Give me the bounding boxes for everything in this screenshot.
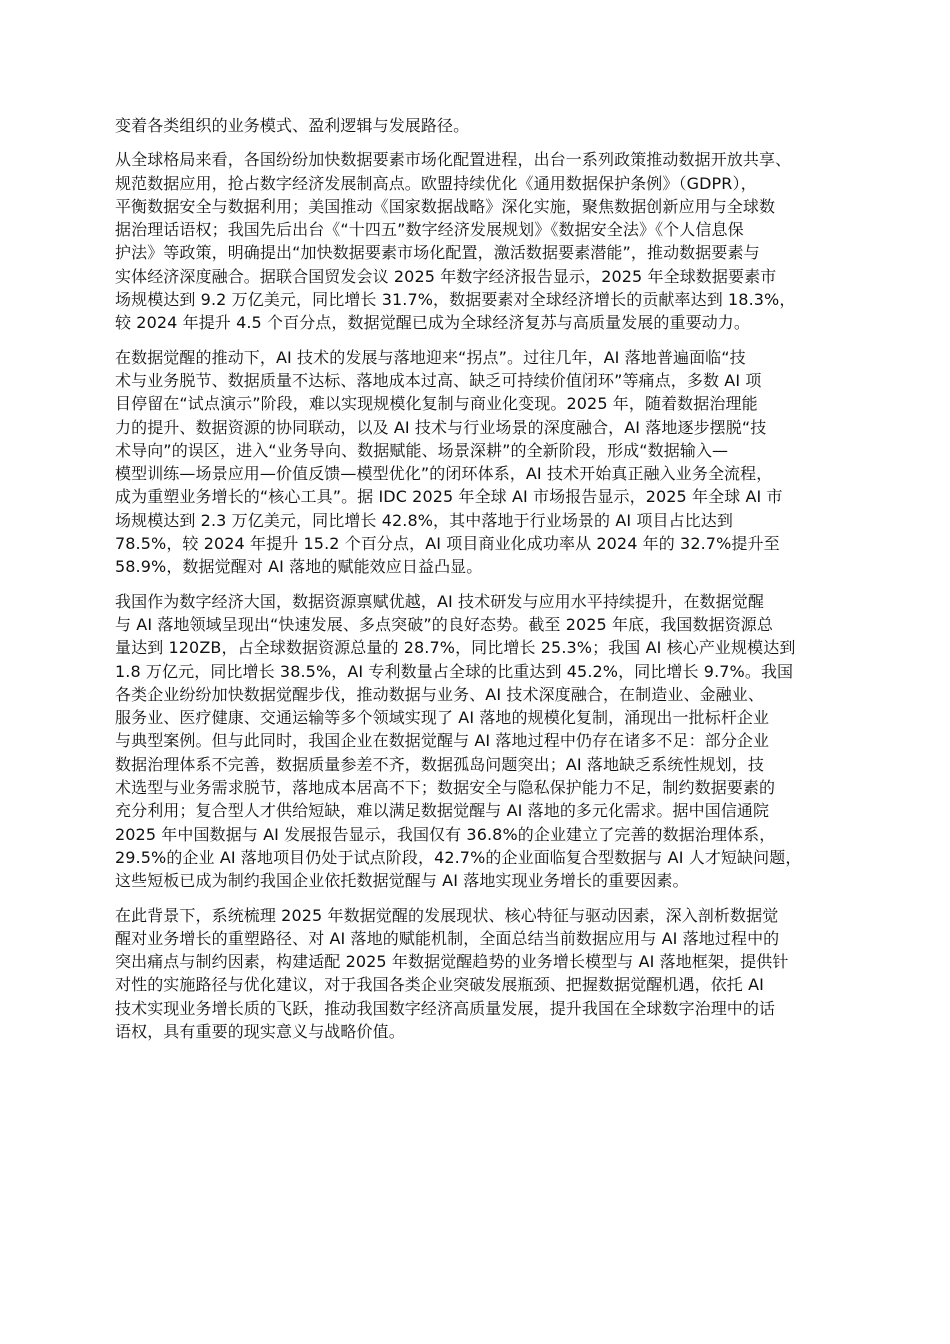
text-line: 2025 年中国数据与 AI 发展报告显示，我国仅有 36.8%的企业建立了完善的数据治理体系，: [115, 824, 776, 844]
text-line: 成为重塑业务增长的“核心工具”。据 IDC 2025 年全球 AI 市场报告显示，2025 年全球 AI 市: [115, 487, 783, 507]
text-line: 在此背景下，系统梳理 2025 年数据觉醒的发展现状、核心特征与驱动因素，深入剖析数据觉: [115, 905, 779, 925]
text-line: 规范数据应用，抢占数字经济发展制高点。欧盟持续优化《通用数据保护条例》（GDPR），: [115, 173, 757, 193]
paragraph: [115, 114, 841, 137]
text-line: 数据治理体系不完善，数据质量参差不齐，数据孤岛问题突出；AI 落地缺乏系统性规划，技: [115, 754, 764, 774]
paragraph: [115, 590, 841, 893]
text-line: 充分利用；复合型人才供给短缺，难以满足数据觉醒与 AI 落地的多元化需求。据中国信通院: [115, 801, 770, 821]
text-line: 量达到 120ZB，占全球数据资源总量的 28.7%，同比增长 25.3%；我国 AI 核心产业规模达到: [115, 638, 796, 658]
text-line: 术导向”的误区，进入“业务导向、数据赋能、场景深耕”的全新阶段，形成“数据输入—: [115, 440, 729, 460]
text-line: 与 AI 落地领域呈现出“快速发展、多点突破”的良好态势。截至 2025 年底，我国数据资源总: [115, 614, 774, 634]
text-line: 术选型与业务需求脱节，落地成本居高不下；数据安全与隐私保护能力不足，制约数据要素的: [115, 778, 776, 798]
text-line: 对性的实施路径与优化建议，对于我国各类企业突破发展瓶颈、把握数据觉醒机遇，依托 AI: [115, 975, 764, 995]
text-line: 技术实现业务增长质的飞跃，推动我国数字经济高质量发展，提升我国在全球数字治理中的话: [115, 998, 776, 1018]
text-line: 实体经济深度融合。据联合国贸发会议 2025 年数字经济报告显示，2025 年全球数据要素市: [115, 266, 777, 286]
text-line: 78.5%，较 2024 年提升 15.2 个百分点，AI 项目商业化成功率从 2024 年的 32.7%提升至: [115, 534, 780, 554]
paragraph: [115, 904, 841, 1044]
text-line: 醒对业务增长的重塑路径、对 AI 落地的赋能机制，全面总结当前数据应用与 AI 落地过程中的: [115, 928, 780, 948]
text-line: 在数据觉醒的推动下，AI 技术的发展与落地迎来“拐点”。过往几年，AI 落地普遍面临“技: [115, 347, 746, 367]
text-line: 护法》等政策，明确提出“加快数据要素市场化配置，激活数据要素潜能”，推动数据要素与: [115, 243, 760, 263]
text-line: 29.5%的企业 AI 落地项目仍处于试点阶段，42.7%的企业面临复合型数据与 AI 人才短缺问题，: [115, 847, 802, 867]
text-line: 力的提升、数据资源的协同联动，以及 AI 技术与行业场景的深度融合，AI 落地逐步摆脱“技: [115, 417, 767, 437]
text-line: 目停留在“试点演示”阶段，难以实现规模化复制与商业化变现。2025 年，随着数据治理能: [115, 394, 758, 414]
document-page: [115, 114, 841, 1054]
text-line: 与典型案例。但与此同时，我国企业在数据觉醒与 AI 落地过程中仍存在诸多不足：部分企业: [115, 731, 770, 751]
text-line: 较 2024 年提升 4.5 个百分点，数据觉醒已成为全球经济复苏与高质量发展的重要动力。: [115, 313, 751, 333]
text-line: 变着各类组织的业务模式、盈利逻辑与发展路径。: [115, 116, 470, 135]
text-line: 据治理话语权；我国先后出台《“十四五”数字经济发展规划》《数据安全法》《个人信息保: [115, 220, 744, 240]
text-line: 场规模达到 9.2 万亿美元，同比增长 31.7%，数据要素对全球经济增长的贡献率达到 18.3%，: [115, 290, 796, 310]
paragraph: [115, 148, 841, 334]
text-line: 我国作为数字经济大国，数据资源禀赋优越，AI 技术研发与应用水平持续提升，在数据觉醒: [115, 591, 764, 611]
text-line: 术与业务脱节、数据质量不达标、落地成本过高、缺乏可持续价值闭环”等痛点，多数 AI 项: [115, 370, 762, 390]
text-line: 1.8 万亿元，同比增长 38.5%，AI 专利数量占全球的比重达到 45.2%，同比增长 9.7%。我国: [115, 661, 794, 681]
text-line: 突出痛点与制约因素，构建适配 2025 年数据觉醒趋势的业务增长模型与 AI 落地框架，提供针: [115, 952, 789, 972]
text-line: 58.9%，数据觉醒对 AI 落地的赋能效应日益凸显。: [115, 557, 483, 577]
text-line: 从全球格局来看，各国纷纷加快数据要素市场化配置进程，出台一系列政策推动数据开放共享、: [115, 150, 792, 170]
text-line: 这些短板已成为制约我国企业依托数据觉醒与 AI 落地实现业务增长的重要因素。: [115, 871, 689, 891]
text-line: 平衡数据安全与数据利用；美国推动《国家数据战略》深化实施，聚焦数据创新应用与全球数: [115, 196, 776, 216]
text-line: 模型训练—场景应用—价值反馈—模型优化”的闭环体系，AI 技术开始真正融入业务全流程，: [115, 464, 773, 484]
text-line: 服务业、医疗健康、交通运输等多个领域实现了 AI 落地的规模化复制，涌现出一批标杆企业: [115, 708, 770, 728]
text-line: 各类企业纷纷加快数据觉醒步伐，推动数据与业务、AI 技术深度融合，在制造业、金融业、: [115, 684, 764, 704]
paragraph: [115, 346, 841, 579]
text-line: 语权，具有重要的现实意义与战略价值。: [115, 1021, 405, 1041]
text-line: 场规模达到 2.3 万亿美元，同比增长 42.8%，其中落地于行业场景的 AI 项目占比达到: [115, 510, 733, 530]
